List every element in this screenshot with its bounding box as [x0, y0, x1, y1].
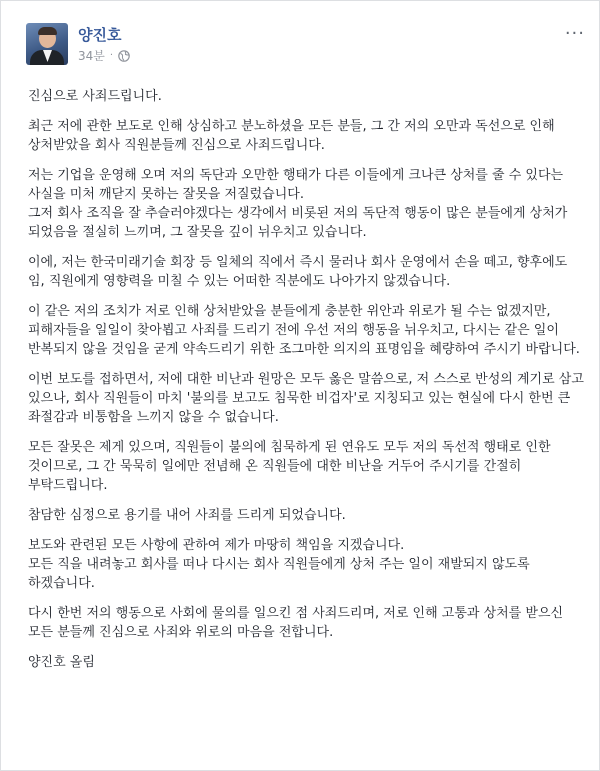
globe-icon[interactable]: [118, 50, 130, 62]
more-options-icon[interactable]: ···: [564, 23, 585, 44]
post-signature: 양진호 올림: [28, 655, 95, 670]
author-name[interactable]: 양진호: [78, 26, 122, 44]
post-paragraph: 참담한 심정으로 용기를 내어 사죄를 드리게 되었습니다.: [28, 508, 346, 523]
post-meta: [78, 47, 130, 64]
avatar-hair-shape: [38, 27, 57, 35]
post-paragraph: 다시 한번 저의 행동으로 사회에 물의를 일으킨 점 사죄드리며, 저로 인해 고통과 상처를 받으신 모든 분들께 진심으로 사죄와 위로의 마음을 전합니다.: [28, 606, 564, 640]
meta-separator: ·: [109, 50, 114, 61]
post-paragraph: 이번 보도를 접하면서, 저에 대한 비난과 원망은 모두 옳은 말씀으로, 저 스스로 반성의 계기로 삼고 있으나, 회사 직원들이 마치 '불의를 보고도 침묵한 비겁자'로 지칭되고 있는 현실에 다시 한번 큰 좌절감과 비통함을 느끼지 않을 수 없습니다.: [28, 372, 584, 425]
post-paragraph: 모든 잘못은 제게 있으며, 직원들이 불의에 침묵하게 된 연유도 모두 저의 독선적 행태로 인한 것이므로, 그 간 묵묵히 일에만 전념해 온 직원들에 대한 비난을 거두어 주시기를 간절히 부탁드립니다.: [28, 440, 551, 493]
post-body: [28, 87, 584, 683]
post-time[interactable]: 34분: [78, 49, 105, 63]
post-paragraph: 그저 회사 조직을 잘 추슬러야겠다는 생각에서 비롯된 저의 독단적 행동이 많은 분들에게 상처가 되었음을 절실히 느끼며, 그 잘못을 깊이 뉘우치고 있습니다.: [28, 206, 568, 240]
post-paragraph: 보도와 관련된 모든 사항에 관하여 제가 마땅히 책임을 지겠습니다.: [28, 538, 405, 553]
post-header: [26, 19, 585, 75]
post-paragraph: 진심으로 사죄드립니다.: [28, 89, 162, 104]
author-avatar[interactable]: [26, 23, 68, 65]
post-paragraph: 이에, 저는 한국미래기술 회장 등 일체의 직에서 즉시 물러나 회사 운영에서 손을 떼고, 향후에도 임, 직원에게 영향력을 미칠 수 있는 어떠한 직분에도 나아가지 않겠습니다.: [28, 255, 568, 289]
post-paragraph: 모든 직을 내려놓고 회사를 떠나 다시는 회사 직원들에게 상처 주는 일이 재발되지 않도록 하겠습니다.: [28, 557, 530, 591]
post-paragraph: 최근 저에 관한 보도로 인해 상심하고 분노하셨을 모든 분들, 그 간 저의 오만과 독선으로 인해 상처받았을 회사 직원분들께 진심으로 사죄드립니다.: [28, 119, 555, 153]
post-paragraph: 이 같은 저의 조치가 저로 인해 상처받았을 분들에게 충분한 위안과 위로가 될 수는 없겠지만, 피해자들을 일일이 찾아뵙고 사죄를 드리기 전에 우선 저의 행동을 뉘우치고, 다시는 같은 일이 반복되지 않을 것임을 굳게 약속드리기 위한 조그마한 의지의 표명임을 혜량하여 주시기 바랍니다.: [28, 304, 580, 357]
post-paragraph: 저는 기업을 운영해 오며 저의 독단과 오만한 행태가 다른 이들에게 크나큰 상처를 줄 수 있다는 사실을 미처 깨닫지 못하는 잘못을 저질렀습니다.: [28, 168, 564, 202]
